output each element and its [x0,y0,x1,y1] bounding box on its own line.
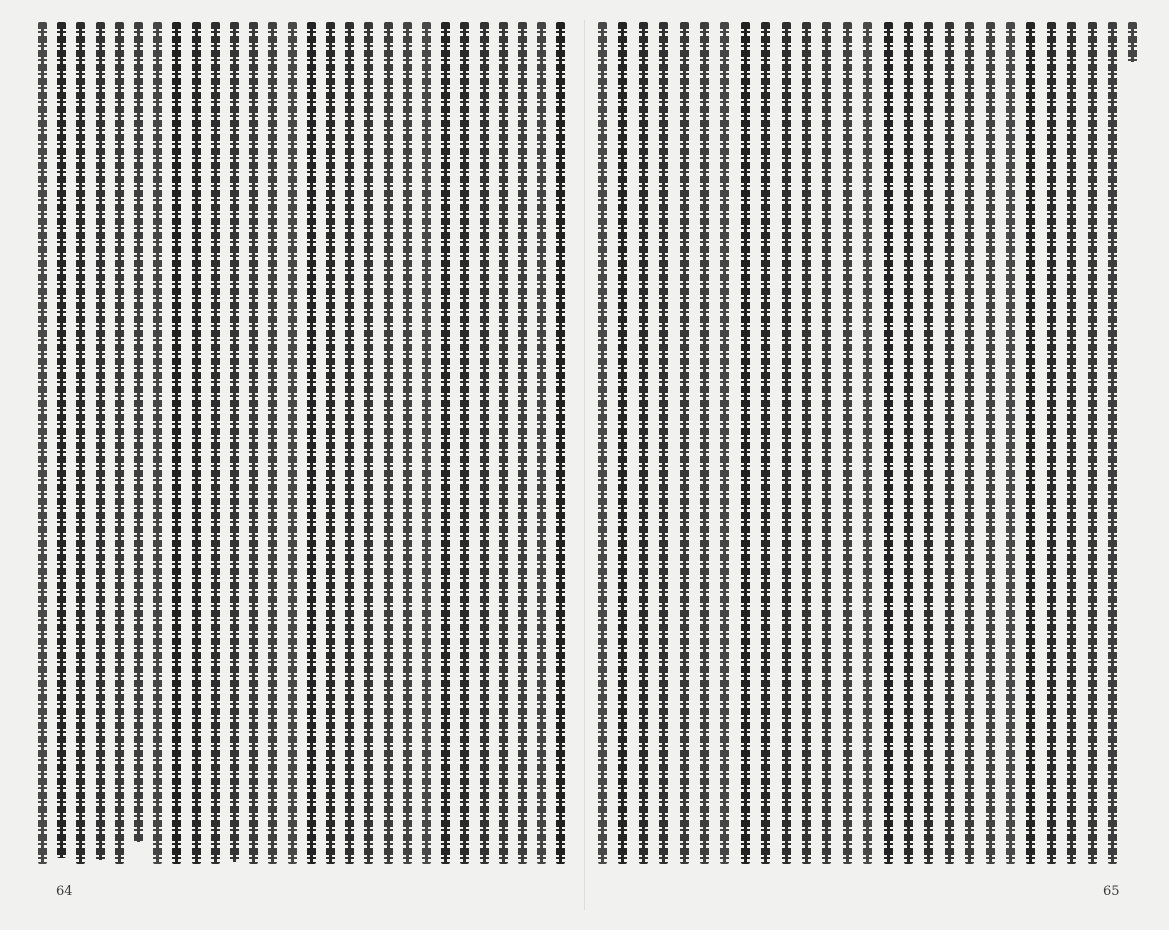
right-page-text [598,22,1138,864]
text-column [288,22,297,864]
text-column [422,22,431,864]
text-column [518,22,527,864]
text-column [326,22,335,864]
text-column [965,22,974,864]
page-number-left: 64 [56,884,73,899]
left-page-text [38,22,573,864]
page-number-right: 65 [1103,884,1120,899]
text-column [230,22,239,862]
text-column [1006,22,1015,864]
text-column [38,22,47,864]
text-column [211,22,220,864]
text-column [172,22,181,864]
text-column [1067,22,1076,864]
text-column [986,22,995,864]
text-column [904,22,913,864]
text-column [863,22,872,864]
text-column [192,22,201,864]
text-column [924,22,933,864]
page-gutter [584,20,585,910]
text-column [499,22,508,864]
text-column [403,22,412,864]
text-column [884,22,893,864]
text-column [720,22,729,864]
text-column [1088,22,1097,864]
text-column [598,22,607,864]
text-column [782,22,791,864]
text-column [115,22,124,864]
text-column [460,22,469,864]
text-column [57,22,66,858]
text-column [384,22,393,864]
text-column [700,22,709,864]
text-column [556,22,565,864]
text-column [822,22,831,864]
text-column [741,22,750,864]
text-column [96,22,105,860]
text-column [134,22,143,842]
text-column [802,22,811,864]
text-column [680,22,689,864]
text-column [537,22,546,864]
text-column [480,22,489,864]
text-column [441,22,450,864]
text-column [268,22,277,864]
text-column [639,22,648,864]
text-column [659,22,668,864]
text-column [843,22,852,864]
text-column [345,22,354,864]
text-column [1047,22,1056,864]
text-column [618,22,627,864]
text-column [307,22,316,864]
text-column [364,22,373,864]
text-column [1128,22,1137,62]
text-column [153,22,162,864]
text-column [761,22,770,864]
text-column [76,22,85,864]
text-column [1026,22,1035,864]
text-column [945,22,954,864]
text-column [249,22,258,864]
text-column [1108,22,1117,864]
